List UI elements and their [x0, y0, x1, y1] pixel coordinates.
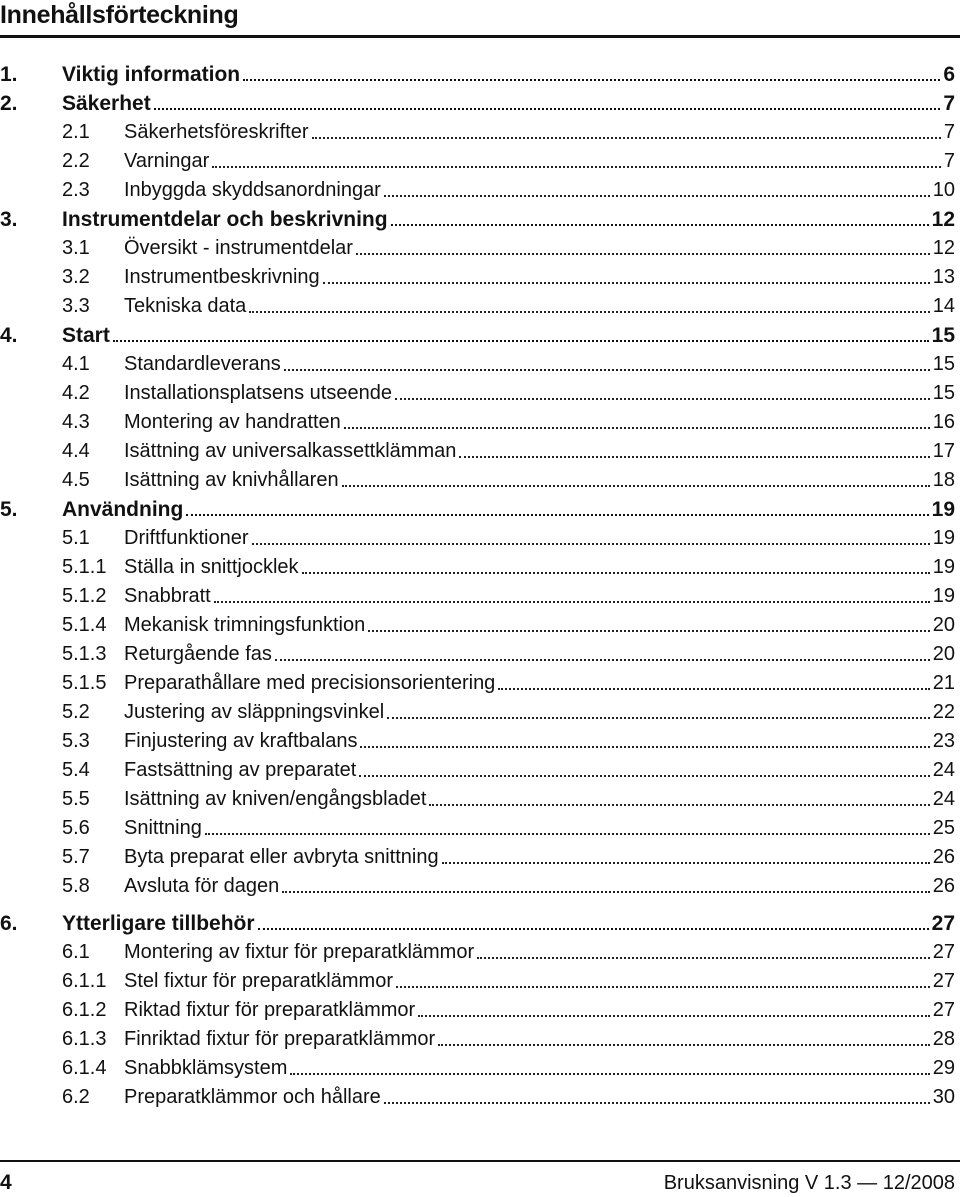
toc-entry[interactable]: [0, 1054, 955, 1083]
toc-entry[interactable]: [0, 60, 955, 89]
toc-entry[interactable]: [0, 938, 955, 967]
toc-entry-title: Snittning: [124, 817, 202, 839]
toc-entry-title: Varningar: [124, 150, 210, 172]
toc-dot-leader: [368, 630, 930, 632]
toc-dot-leader: [154, 108, 941, 110]
toc-entry-title: Isättning av universalkassettklämman: [124, 440, 457, 462]
toc-dot-leader: [384, 1102, 930, 1104]
toc-entry-number: 6.2: [62, 1086, 90, 1108]
toc-entry-number: 5.6: [62, 817, 90, 839]
toc-dot-leader: [258, 928, 929, 930]
toc-entry-number: 6.: [0, 912, 18, 935]
toc-dot-leader: [391, 224, 929, 226]
toc-entry-page: 19: [932, 556, 955, 578]
heading-divider: [0, 35, 960, 38]
toc-entry-title: Isättning av kniven/engångsbladet: [124, 788, 427, 810]
toc-entry-page: 20: [932, 643, 955, 665]
toc-entry-page: 24: [932, 788, 955, 810]
toc-entry-number: 4.4: [62, 440, 90, 462]
toc-entry-page: 7: [943, 150, 955, 172]
toc-entry-number: 3.: [0, 208, 18, 231]
toc-dot-leader: [395, 398, 930, 400]
toc-entry-title: Viktig information: [62, 63, 241, 86]
toc-entry-page: 6: [943, 63, 955, 86]
toc-entry-title: Snabbratt: [124, 585, 211, 607]
toc-entry[interactable]: [0, 785, 955, 814]
toc-entry-title: Standardleverans: [124, 353, 281, 375]
toc-entry-title: Installationsplatsens utseende: [124, 382, 392, 404]
toc-entry-number: 6.1.4: [62, 1057, 107, 1079]
toc-entry-page: 26: [932, 846, 955, 868]
toc-entry-title: Instrumentdelar och beskrivning: [62, 208, 388, 231]
toc-entry-number: 3.2: [62, 266, 90, 288]
toc-entry-page: 13: [932, 266, 955, 288]
toc-entry-title: Stel fixtur för preparatklämmor: [124, 970, 393, 992]
toc-entry-title: Inbyggda skyddsanordningar: [124, 179, 381, 201]
toc-dot-leader: [252, 543, 930, 545]
toc-dot-leader: [275, 659, 930, 661]
toc-entry[interactable]: [0, 321, 955, 350]
toc-entry-number: 5.8: [62, 875, 90, 897]
toc-entry[interactable]: [0, 640, 955, 669]
toc-entry-page: 23: [932, 730, 955, 752]
toc-dot-leader: [477, 957, 930, 959]
toc-dot-leader: [442, 862, 930, 864]
toc-entry-title: Montering av handratten: [124, 411, 341, 433]
toc-entry-number: 6.1.2: [62, 999, 107, 1021]
toc-entry-number: 2.: [0, 92, 18, 115]
toc-entry-number: 4.2: [62, 382, 90, 404]
toc-entry-title: Driftfunktioner: [124, 527, 249, 549]
toc-entry-title: Finjustering av kraftbalans: [124, 730, 358, 752]
toc-entry-number: 2.1: [62, 121, 90, 143]
toc-entry-number: 5.2: [62, 701, 90, 723]
toc-entry-title: Fastsättning av preparatet: [124, 759, 357, 781]
toc-dot-leader: [418, 1015, 930, 1017]
toc-entry[interactable]: [0, 524, 955, 553]
toc-entry-page: 15: [931, 324, 955, 347]
toc-dot-leader: [498, 688, 929, 690]
toc-entry-number: 5.1.1: [62, 556, 107, 578]
toc-entry-page: 24: [932, 759, 955, 781]
toc-dot-leader: [323, 282, 930, 284]
toc-entry-number: 4.5: [62, 469, 90, 491]
toc-entry[interactable]: [0, 408, 955, 437]
toc-entry-page: 15: [932, 353, 955, 375]
toc-entry-title: Tekniska data: [124, 295, 247, 317]
toc-entry-page: 27: [931, 912, 955, 935]
toc-entry[interactable]: [0, 466, 955, 495]
toc-entry-page: 28: [932, 1028, 955, 1050]
toc-entry[interactable]: [0, 147, 955, 176]
toc-entry-page: 30: [932, 1086, 955, 1108]
toc-entry[interactable]: [0, 553, 955, 582]
toc-entry-page: 14: [932, 295, 955, 317]
toc-entry-page: 19: [932, 527, 955, 549]
toc-dot-leader: [359, 775, 929, 777]
toc-entry[interactable]: [0, 582, 955, 611]
toc-dot-leader: [384, 195, 930, 197]
toc-entry-page: 27: [932, 999, 955, 1021]
toc-entry-title: Mekanisk trimningsfunktion: [124, 614, 366, 636]
toc-entry[interactable]: [0, 843, 955, 872]
toc-entry[interactable]: [0, 967, 955, 996]
toc-entry[interactable]: [0, 379, 955, 408]
toc-entry-page: 18: [932, 469, 955, 491]
toc-entry-number: 1.: [0, 63, 18, 86]
toc-entry-number: 4.1: [62, 353, 90, 375]
toc-entry[interactable]: [0, 1025, 955, 1054]
toc-entry-number: 5.7: [62, 846, 90, 868]
toc-dot-leader: [284, 369, 930, 371]
toc-dot-leader: [214, 601, 930, 603]
toc-entry-number: 5.1.5: [62, 672, 107, 694]
toc-entry[interactable]: [0, 698, 955, 727]
toc-entry[interactable]: [0, 669, 955, 698]
toc-dot-leader: [387, 717, 930, 719]
toc-entry-page: 27: [932, 941, 955, 963]
toc-entry-title: Ytterligare tillbehör: [62, 912, 255, 935]
toc-dot-leader: [113, 340, 929, 342]
toc-entry[interactable]: [0, 350, 955, 379]
toc-entry-page: 19: [932, 585, 955, 607]
toc-entry-number: 5.5: [62, 788, 90, 810]
toc-entry-number: 2.2: [62, 150, 90, 172]
toc-entry-title: Användning: [62, 498, 184, 521]
toc-entry-title: Preparathållare med precisionsorientering: [124, 672, 496, 694]
toc-dot-leader: [360, 746, 929, 748]
toc-entry-title: Start: [62, 324, 110, 347]
toc-entry-page: 19: [931, 498, 955, 521]
toc-entry-number: 5.3: [62, 730, 90, 752]
toc-dot-leader: [282, 891, 929, 893]
toc-entry-number: 5.1.2: [62, 585, 107, 607]
toc-entry[interactable]: [0, 89, 955, 118]
toc-entry-title: Returgående fas: [124, 643, 272, 665]
toc-entry-title: Byta preparat eller avbryta snittning: [124, 846, 439, 868]
toc-entry-number: 6.1.3: [62, 1028, 107, 1050]
toc-entry-title: Ställa in snittjocklek: [124, 556, 299, 578]
toc-entry-page: 10: [932, 179, 955, 201]
table-of-contents: [0, 60, 955, 1112]
toc-entry[interactable]: [0, 1083, 955, 1112]
toc-dot-leader: [438, 1044, 930, 1046]
toc-entry-title: Avsluta för dagen: [124, 875, 280, 897]
toc-entry-title: Snabbklämsystem: [124, 1057, 288, 1079]
toc-entry-page: 29: [932, 1057, 955, 1079]
toc-entry-number: 2.3: [62, 179, 90, 201]
toc-entry[interactable]: [0, 234, 955, 263]
toc-dot-leader: [429, 804, 929, 806]
footer-document-version: Bruksanvisning V 1.3 — 12/2008: [663, 1172, 955, 1194]
toc-dot-leader: [290, 1073, 929, 1075]
toc-entry-title: Riktad fixtur för preparatklämmor: [124, 999, 416, 1021]
toc-entry[interactable]: [0, 996, 955, 1025]
toc-entry-page: 25: [932, 817, 955, 839]
toc-entry-number: 3.1: [62, 237, 90, 259]
toc-dot-leader: [396, 986, 930, 988]
toc-dot-leader: [312, 137, 941, 139]
toc-entry[interactable]: [0, 872, 955, 901]
toc-entry-number: 5.1.3: [62, 643, 107, 665]
toc-dot-leader: [212, 166, 941, 168]
toc-entry-number: 5.1.4: [62, 614, 107, 636]
footer-divider: [0, 1160, 960, 1162]
toc-dot-leader: [249, 311, 929, 313]
toc-entry[interactable]: [0, 756, 955, 785]
toc-dot-leader: [356, 253, 930, 255]
toc-entry-title: Säkerhet: [62, 92, 151, 115]
toc-entry[interactable]: [0, 263, 955, 292]
toc-entry-page: 12: [932, 237, 955, 259]
toc-entry-page: 16: [932, 411, 955, 433]
toc-entry-page: 27: [932, 970, 955, 992]
toc-entry[interactable]: [0, 727, 955, 756]
toc-entry[interactable]: [0, 176, 955, 205]
toc-dot-leader: [342, 485, 930, 487]
toc-dot-leader: [243, 79, 940, 81]
toc-dot-leader: [459, 456, 929, 458]
toc-entry-title: Justering av släppningsvinkel: [124, 701, 385, 723]
toc-entry[interactable]: [0, 495, 955, 524]
toc-entry-number: 3.3: [62, 295, 90, 317]
toc-dot-leader: [302, 572, 930, 574]
toc-entry-page: 26: [932, 875, 955, 897]
toc-entry-page: 7: [943, 92, 955, 115]
toc-dot-leader: [344, 427, 930, 429]
toc-entry-number: 5.1: [62, 527, 90, 549]
toc-entry-number: 5.4: [62, 759, 90, 781]
toc-entry-title: Instrumentbeskrivning: [124, 266, 320, 288]
toc-dot-leader: [205, 833, 930, 835]
toc-entry-number: 5.: [0, 498, 18, 521]
toc-entry-page: 7: [943, 121, 955, 143]
toc-entry-title: Preparatklämmor och hållare: [124, 1086, 381, 1108]
toc-entry[interactable]: [0, 814, 955, 843]
toc-entry-number: 6.1: [62, 941, 90, 963]
toc-entry-page: 15: [932, 382, 955, 404]
toc-entry-page: 20: [932, 614, 955, 636]
toc-entry-page: 22: [932, 701, 955, 723]
toc-entry[interactable]: [0, 292, 955, 321]
toc-dot-leader: [186, 514, 928, 516]
toc-entry[interactable]: [0, 437, 955, 466]
toc-entry-number: 6.1.1: [62, 970, 107, 992]
page-title: Innehållsförteckning: [0, 1, 239, 29]
toc-entry-title: Isättning av knivhållaren: [124, 469, 339, 491]
toc-entry-number: 4.: [0, 324, 18, 347]
toc-entry-title: Säkerhetsföreskrifter: [124, 121, 309, 143]
footer-page-number: 4: [0, 1171, 12, 1194]
toc-entry[interactable]: [0, 909, 955, 938]
toc-entry-title: Montering av fixtur för preparatklämmor: [124, 941, 475, 963]
toc-entry-title: Finriktad fixtur för preparatklämmor: [124, 1028, 436, 1050]
toc-entry-page: 21: [932, 672, 955, 694]
toc-entry[interactable]: [0, 205, 955, 234]
toc-entry-page: 12: [931, 208, 955, 231]
toc-entry[interactable]: [0, 118, 955, 147]
toc-entry-title: Översikt - instrumentdelar: [124, 237, 353, 259]
toc-entry-page: 17: [932, 440, 955, 462]
toc-entry[interactable]: [0, 611, 955, 640]
toc-entry-number: 4.3: [62, 411, 90, 433]
